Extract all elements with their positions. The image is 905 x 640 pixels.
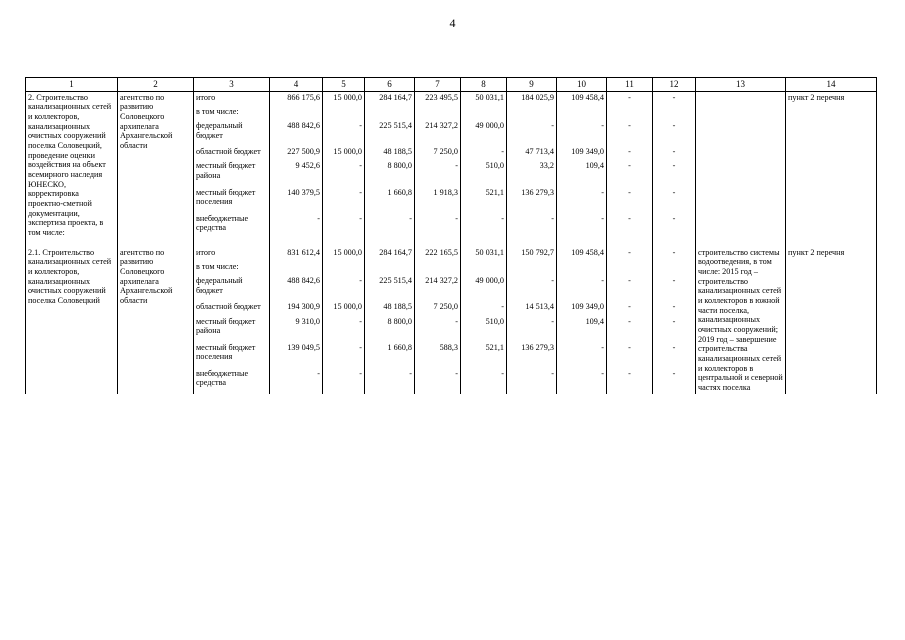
measure-name: 2. Строительство канализационных сетей и коллекторов, канализационных очистных сооружений поселка Соловецкий, проведение оценки воздействия на объект всемирного наследия ЮНЕСКО, корректировка проектно-сметной документации, экспертиза проекта, в том числе: <box>26 91 118 239</box>
col-header: 7 <box>415 78 461 92</box>
amount-cell: - <box>607 247 653 261</box>
amount-cell <box>365 106 415 120</box>
funding-source: местный бюджет поселения <box>194 187 270 213</box>
amount-cell: - <box>507 213 557 239</box>
responsible-agency: агентство по развитию Соловецкого архипелага Архангельской области <box>118 91 194 239</box>
col-header: 12 <box>653 78 696 92</box>
col-header: 3 <box>194 78 270 92</box>
amount-cell: - <box>653 247 696 261</box>
amount-cell: - <box>323 120 365 146</box>
amount-cell: - <box>270 368 323 394</box>
amount-cell: - <box>607 91 653 106</box>
amount-cell: 33,2 <box>507 160 557 186</box>
amount-cell: - <box>461 368 507 394</box>
amount-cell: 49 000,0 <box>461 120 507 146</box>
amount-cell: - <box>323 316 365 342</box>
funding-source: местный бюджет района <box>194 316 270 342</box>
spacer-cell <box>507 239 557 247</box>
amount-cell: 1 918,3 <box>415 187 461 213</box>
funding-source: федеральный бюджет <box>194 275 270 301</box>
amount-cell: 510,0 <box>461 316 507 342</box>
col-header: 5 <box>323 78 365 92</box>
amount-cell: 109,4 <box>557 160 607 186</box>
spacer-cell <box>461 239 507 247</box>
amount-cell: 9 310,0 <box>270 316 323 342</box>
amount-cell: - <box>415 213 461 239</box>
amount-cell: 225 515,4 <box>365 120 415 146</box>
spacer-cell <box>365 239 415 247</box>
amount-cell: - <box>415 160 461 186</box>
col-header: 13 <box>696 78 786 92</box>
col-header: 6 <box>365 78 415 92</box>
amount-cell <box>653 261 696 275</box>
amount-cell: - <box>653 213 696 239</box>
amount-cell <box>461 106 507 120</box>
col-header: 9 <box>507 78 557 92</box>
amount-cell: 225 515,4 <box>365 275 415 301</box>
amount-cell: - <box>607 368 653 394</box>
col-header: 8 <box>461 78 507 92</box>
page-number: 4 <box>449 16 456 30</box>
amount-cell: - <box>557 187 607 213</box>
amount-cell: 15 000,0 <box>323 146 365 160</box>
amount-cell: - <box>507 120 557 146</box>
spacer-cell <box>786 239 877 247</box>
amount-cell <box>365 261 415 275</box>
amount-cell: - <box>653 187 696 213</box>
amount-cell: - <box>323 160 365 186</box>
section-spacer <box>26 239 877 247</box>
spacer-cell <box>415 239 461 247</box>
amount-cell: - <box>415 368 461 394</box>
amount-cell <box>557 106 607 120</box>
amount-cell <box>653 106 696 120</box>
amount-cell: 136 279,3 <box>507 342 557 368</box>
amount-cell: 109,4 <box>557 316 607 342</box>
amount-cell: 521,1 <box>461 187 507 213</box>
funding-source: областной бюджет <box>194 301 270 315</box>
col-header: 2 <box>118 78 194 92</box>
funding-source: местный бюджет поселения <box>194 342 270 368</box>
amount-cell <box>415 261 461 275</box>
amount-cell: 214 327,2 <box>415 275 461 301</box>
amount-cell: 284 164,7 <box>365 247 415 261</box>
amount-cell: 488 842,6 <box>270 120 323 146</box>
col-header: 11 <box>607 78 653 92</box>
amount-cell: - <box>365 368 415 394</box>
amount-cell: - <box>653 275 696 301</box>
amount-cell: - <box>557 342 607 368</box>
amount-cell: 49 000,0 <box>461 275 507 301</box>
amount-cell: - <box>461 213 507 239</box>
amount-cell: 140 379,5 <box>270 187 323 213</box>
amount-cell: 8 800,0 <box>365 316 415 342</box>
amount-cell: - <box>323 187 365 213</box>
amount-cell: 14 513,4 <box>507 301 557 315</box>
amount-cell: 47 713,4 <box>507 146 557 160</box>
amount-cell: 227 500,9 <box>270 146 323 160</box>
amount-cell: - <box>557 120 607 146</box>
amount-cell <box>607 106 653 120</box>
amount-cell: - <box>323 213 365 239</box>
amount-cell: 139 049,5 <box>270 342 323 368</box>
amount-cell <box>323 106 365 120</box>
amount-cell: - <box>415 316 461 342</box>
list-reference: пункт 2 перечня <box>786 247 877 394</box>
amount-cell: - <box>365 213 415 239</box>
amount-cell: - <box>653 368 696 394</box>
amount-cell: - <box>461 301 507 315</box>
amount-cell: 7 250,0 <box>415 146 461 160</box>
amount-cell: - <box>557 213 607 239</box>
spacer-cell <box>118 239 194 247</box>
amount-cell: 109 458,4 <box>557 91 607 106</box>
funding-source: внебюджетные средства <box>194 213 270 239</box>
amount-cell: - <box>507 275 557 301</box>
amount-cell: - <box>507 368 557 394</box>
amount-cell: 109 349,0 <box>557 146 607 160</box>
spacer-cell <box>194 239 270 247</box>
amount-cell: 1 660,8 <box>365 187 415 213</box>
amount-cell: 194 300,9 <box>270 301 323 315</box>
amount-cell: - <box>607 275 653 301</box>
amount-cell: 48 188,5 <box>365 301 415 315</box>
amount-cell: - <box>653 120 696 146</box>
expected-result: строительство системы водоотведения, в том числе: 2015 год – строительство канализационных сетей и коллекторов в южной части поселка, канализационных очистных сооружений; 2019 год – завершение строительства канализационных сетей и коллекторов в центральной и северной частях поселка <box>696 247 786 394</box>
amount-cell: - <box>323 275 365 301</box>
amount-cell: - <box>557 275 607 301</box>
expected-result <box>696 91 786 239</box>
amount-cell: - <box>653 342 696 368</box>
table-row <box>26 247 877 261</box>
measure-name: 2.1. Строительство канализационных сетей и коллекторов, канализационных очистных сооружений поселка Соловецкий <box>26 247 118 394</box>
amount-cell: - <box>607 120 653 146</box>
funding-source: федеральный бюджет <box>194 120 270 146</box>
amount-cell: 488 842,6 <box>270 275 323 301</box>
amount-cell: - <box>653 146 696 160</box>
amount-cell: - <box>607 146 653 160</box>
amount-cell <box>507 106 557 120</box>
amount-cell <box>270 106 323 120</box>
amount-cell: - <box>507 316 557 342</box>
amount-cell <box>607 261 653 275</box>
amount-cell: - <box>607 342 653 368</box>
funding-source: в том числе: <box>194 106 270 120</box>
amount-cell: 9 452,6 <box>270 160 323 186</box>
amount-cell: 831 612,4 <box>270 247 323 261</box>
funding-source: итого <box>194 247 270 261</box>
amount-cell: 15 000,0 <box>323 91 365 106</box>
spacer-cell <box>607 239 653 247</box>
amount-cell: - <box>323 342 365 368</box>
col-header: 14 <box>786 78 877 92</box>
amount-cell: 284 164,7 <box>365 91 415 106</box>
col-header: 1 <box>26 78 118 92</box>
amount-cell: 109 349,0 <box>557 301 607 315</box>
amount-cell: - <box>653 301 696 315</box>
header-row <box>26 78 877 92</box>
spacer-cell <box>270 239 323 247</box>
amount-cell <box>323 261 365 275</box>
amount-cell <box>557 261 607 275</box>
amount-cell <box>270 261 323 275</box>
amount-cell: 8 800,0 <box>365 160 415 186</box>
amount-cell: - <box>653 316 696 342</box>
amount-cell: 521,1 <box>461 342 507 368</box>
program-table <box>25 77 877 394</box>
funding-source: в том числе: <box>194 261 270 275</box>
funding-source: местный бюджет района <box>194 160 270 186</box>
amount-cell: - <box>461 146 507 160</box>
table-body <box>26 91 877 394</box>
amount-cell: 222 165,5 <box>415 247 461 261</box>
amount-cell: - <box>607 316 653 342</box>
amount-cell: 50 031,1 <box>461 91 507 106</box>
amount-cell: 510,0 <box>461 160 507 186</box>
amount-cell <box>415 106 461 120</box>
amount-cell: 136 279,3 <box>507 187 557 213</box>
spacer-cell <box>557 239 607 247</box>
amount-cell: - <box>607 301 653 315</box>
amount-cell: 588,3 <box>415 342 461 368</box>
amount-cell: - <box>653 91 696 106</box>
amount-cell: - <box>607 160 653 186</box>
list-reference: пункт 2 перечня <box>786 91 877 239</box>
amount-cell: - <box>270 213 323 239</box>
responsible-agency: агентство по развитию Соловецкого архипелага Архангельской области <box>118 247 194 394</box>
amount-cell: 50 031,1 <box>461 247 507 261</box>
amount-cell: 150 792,7 <box>507 247 557 261</box>
funding-source: областной бюджет <box>194 146 270 160</box>
amount-cell: 15 000,0 <box>323 247 365 261</box>
amount-cell: 866 175,6 <box>270 91 323 106</box>
amount-cell: - <box>323 368 365 394</box>
amount-cell: - <box>607 187 653 213</box>
col-header: 4 <box>270 78 323 92</box>
amount-cell: 1 660,8 <box>365 342 415 368</box>
amount-cell: 7 250,0 <box>415 301 461 315</box>
amount-cell: - <box>607 213 653 239</box>
amount-cell: 223 495,5 <box>415 91 461 106</box>
spacer-cell <box>653 239 696 247</box>
spacer-cell <box>696 239 786 247</box>
amount-cell: - <box>557 368 607 394</box>
amount-cell: 214 327,2 <box>415 120 461 146</box>
amount-cell: 48 188,5 <box>365 146 415 160</box>
spacer-cell <box>26 239 118 247</box>
funding-source: внебюджетные средства <box>194 368 270 394</box>
spacer-cell <box>323 239 365 247</box>
table-row <box>26 91 877 106</box>
amount-cell: 184 025,9 <box>507 91 557 106</box>
amount-cell: 15 000,0 <box>323 301 365 315</box>
amount-cell <box>461 261 507 275</box>
amount-cell <box>507 261 557 275</box>
col-header: 10 <box>557 78 607 92</box>
funding-source: итого <box>194 91 270 106</box>
amount-cell: - <box>653 160 696 186</box>
amount-cell: 109 458,4 <box>557 247 607 261</box>
